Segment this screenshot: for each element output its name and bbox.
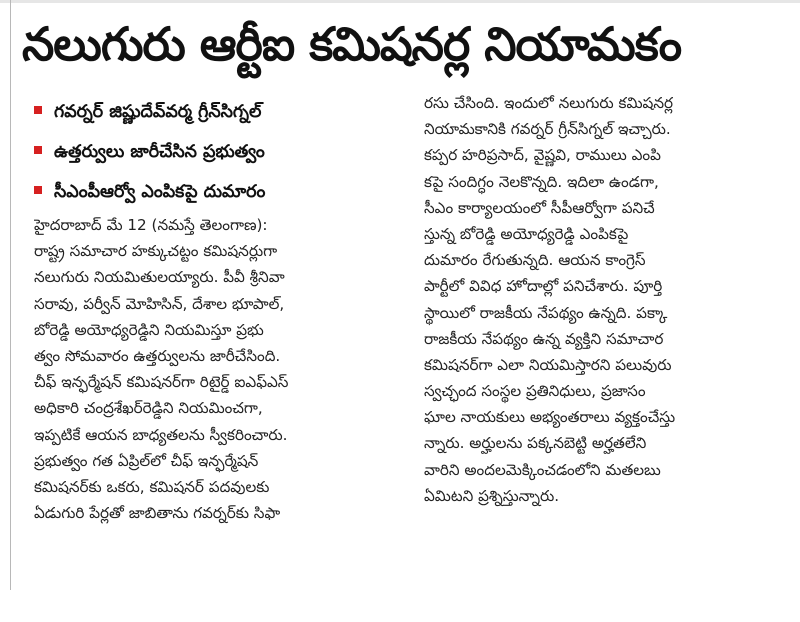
highlights-list [34, 92, 419, 212]
body-line: కప్పర హరిప్రసాద్, వైష్ణవి, రాములు ఎంపి [424, 146, 661, 165]
body-line: స్థాయిలో రాజకీయ నేపథ్యం ఉన్నది. పక్కా [424, 303, 668, 322]
highlight-text: ఉత్తర్వులు జారీచేసిన ప్రభుత్వం [54, 142, 265, 162]
body-line: ఏమిటని ప్రశ్నిస్తున్నారు. [424, 486, 560, 505]
top-border [0, 0, 800, 3]
bullet-square-icon [34, 106, 42, 114]
body-line: స్వచ్ఛంద సంస్థల ప్రతినిధులు, ప్రజాసం [424, 382, 646, 401]
body-line: పార్టీలో వివిధ హోదాల్లో పనిచేశారు. పూర్తి [424, 277, 663, 296]
body-line: సరావు, పర్వీన్ మోహిసిన్, దేశాల భూపాల్, [34, 294, 285, 313]
highlight-item [34, 172, 419, 212]
highlight-text: సీఎంపీఆర్వో ఎంపికపై దుమారం [54, 182, 266, 202]
body-line: స్తున్న బోరెడ్డి అయోధ్యరెడ్డి ఎంపికపై [424, 224, 629, 243]
body-line: రాజకీయ నేపథ్యం ఉన్న వ్యక్తిని సమాచార [424, 329, 664, 348]
body-line: ఘాల నాయకులు అభ్యంతరాలు వ్యక్తంచేస్తు [424, 408, 676, 427]
body-line: దుమారం రేగుతున్నది. ఆయన కాంగ్రెస్ [424, 251, 646, 270]
highlight-item [34, 132, 419, 172]
body-line: రసు చేసింది. ఇందులో నలుగురు కమిషనర్ల [424, 94, 674, 112]
body-line: కమిషనర్‌కు ఒకరు, కమిషనర్ పదవులకు [34, 477, 270, 496]
body-line: హైదరాబాద్ మే 12 (నమస్తే తెలంగాణ): [34, 216, 268, 234]
body-line: వారిని అందలమెక్కించడంలోని మతలబు [424, 460, 661, 479]
body-line: చీఫ్ ఇన్ఫర్మేషన్ కమిషనర్‌గా రిటైర్డ్ ఐఎఫ్ఎస్ [34, 373, 289, 392]
column-divider [10, 0, 11, 590]
body-line: అధికారి చంద్రశేఖర్‌రెడ్డిని నియమించగా, [34, 399, 263, 418]
body-column-right [424, 90, 794, 509]
body-line: నియామకానికి గవర్నర్ గ్రీన్‌సిగ్నల్ ఇచ్చారు. [424, 120, 671, 139]
bullet-square-icon [34, 146, 42, 154]
body-line: కపై సందిగ్ధం నెలకొన్నది. ఇదిలా ఉండగా, [424, 172, 659, 191]
body-line: ఏడుగురి పేర్లతో జాబితాను గవర్నర్‌కు సిఫా [34, 504, 281, 523]
headline: నలుగురు ఆర్టీఐ కమిషనర్ల నియామకం [22, 17, 682, 71]
body-line: సీఎం కార్యాలయంలో సీపీఆర్వోగా పనిచే [424, 198, 655, 217]
body-line: కమిషనర్‌గా ఎలా నియమిస్తారని పలువురు [424, 355, 672, 374]
highlight-text: గవర్నర్ జిష్ణుదేవ్‌వర్మ గ్రీన్‌సిగ్నల్ [54, 102, 262, 122]
body-line: ఇప్పటికే ఆయన బాధ్యతలను స్వీకరించారు. [34, 425, 288, 444]
highlight-item [34, 92, 419, 132]
body-line: నలుగురు నియమితులయ్యారు. పీవీ శ్రీనివా [34, 268, 285, 287]
bullet-square-icon [34, 186, 42, 194]
body-line: న్నారు. అర్హులను పక్కనబెట్టి అర్హతలేని [424, 434, 647, 453]
body-line: బోరెడ్డి అయోధ్యరెడ్డిని నియమిస్తూ ప్రభు [34, 320, 264, 339]
body-line: త్వం సోమవారం ఉత్తర్వులను జారీచేసింది. [34, 346, 281, 365]
body-line: ప్రభుత్వం గత ఏప్రిల్‌లో చీఫ్ ఇన్ఫర్మేషన్ [34, 451, 259, 470]
body-line: రాష్ట్ర సమాచార హక్కుచట్టం కమిషనర్లుగా [34, 242, 278, 261]
body-column-left [34, 212, 419, 526]
